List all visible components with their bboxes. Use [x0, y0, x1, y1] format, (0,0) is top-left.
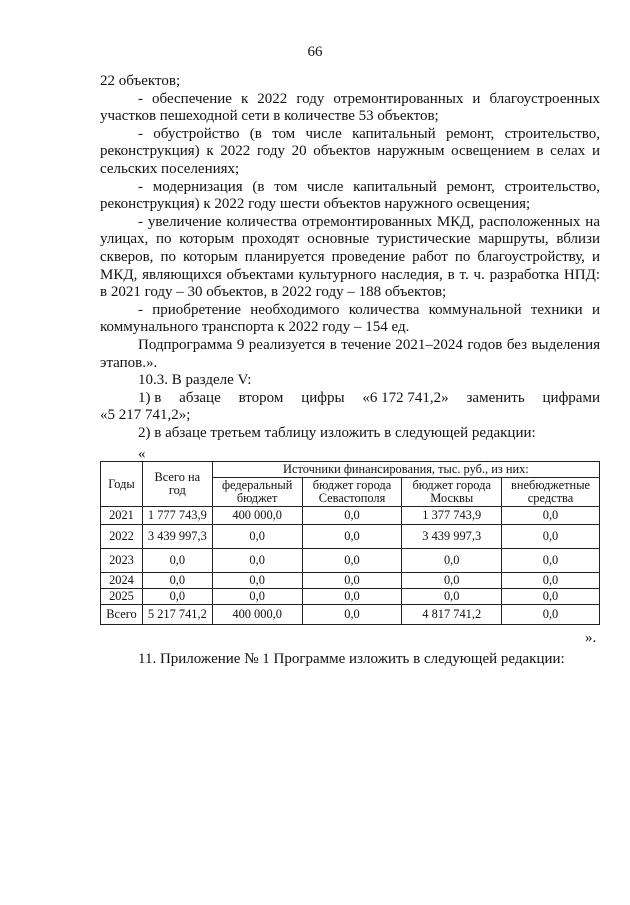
table-open-quote: «: [138, 446, 146, 462]
cell-sevastopol: 0,0: [302, 525, 402, 549]
paragraph: - приобретение необходимого количества коммунальной техники и коммунального транспорта к 2022 году – 154 ед.: [100, 301, 600, 336]
cell-year: 2023: [101, 549, 143, 573]
cell-total: 0,0: [142, 549, 212, 573]
cell-moscow: 0,0: [402, 589, 502, 605]
cell-year: Всего: [101, 605, 143, 625]
cell-sevastopol: 0,0: [302, 573, 402, 589]
item-1-line: [100, 390, 600, 408]
paragraph: 10.3. В разделе V:: [138, 372, 252, 389]
cell-federal: 0,0: [212, 589, 302, 605]
cell-year: 2022: [101, 525, 143, 549]
header-years: Годы: [101, 462, 143, 507]
paragraph: - модернизация (в том числе капитальный ремонт, строительство, реконструкция) к 2022 году шести объектов наружного освещения;: [100, 178, 600, 213]
cell-federal: 0,0: [212, 573, 302, 589]
table-row-total: [101, 605, 600, 625]
header-sevastopol: бюджет города Севастополя: [302, 478, 402, 507]
item-1-word: заменить: [466, 389, 525, 406]
item-1-word: цифрами: [542, 389, 600, 406]
header-moscow: бюджет города Москвы: [402, 478, 502, 507]
cell-federal: 0,0: [212, 549, 302, 573]
cell-moscow: 3 439 997,3: [402, 525, 502, 549]
item-1-word: цифры: [301, 389, 345, 406]
cell-federal: 0,0: [212, 525, 302, 549]
item-1-word: абзаце: [179, 389, 221, 406]
item-11: 11. Приложение № 1 Программе изложить в следующей редакции:: [138, 651, 565, 667]
cell-extrabudget: 0,0: [502, 549, 600, 573]
cell-year: 2024: [101, 573, 143, 589]
cell-extrabudget: 0,0: [502, 605, 600, 625]
financing-table: [100, 461, 600, 625]
table-row: [101, 589, 600, 605]
cell-sevastopol: 0,0: [302, 605, 402, 625]
cell-extrabudget: 0,0: [502, 573, 600, 589]
cell-total: 5 217 741,2: [142, 605, 212, 625]
cell-sevastopol: 0,0: [302, 549, 402, 573]
cell-moscow: 0,0: [402, 573, 502, 589]
cell-year: 2021: [101, 507, 143, 525]
cell-moscow: 4 817 741,2: [402, 605, 502, 625]
table-close-quote: ».: [585, 630, 597, 646]
header-total: Всего на год: [142, 462, 212, 507]
paragraph: - увеличение количества отремонтированных МКД, расположенных на улицах, по которым проходят основные туристические маршруты, вблизи скверов, по которым планируется проведение работ по благоустройству, и МКД, являющихся объектами культурного наследия, в т. ч. разработка НПД: в 2021 году – 30 объектов, в 2022 году – 188 объектов;: [100, 213, 600, 301]
item-1-word: «6 172 741,2»: [362, 389, 449, 406]
table-row: [101, 549, 600, 573]
table-row: [101, 573, 600, 589]
table-row: [101, 507, 600, 525]
item-2: 2) в абзаце третьем таблицу изложить в следующей редакции:: [138, 424, 536, 441]
item-1-line-2: «5 217 741,2»;: [100, 407, 191, 424]
cell-total: 0,0: [142, 589, 212, 605]
cell-federal: 400 000,0: [212, 507, 302, 525]
header-sources: Источники финансирования, тыс. руб., из них:: [212, 462, 599, 478]
cell-sevastopol: 0,0: [302, 507, 402, 525]
cell-sevastopol: 0,0: [302, 589, 402, 605]
cell-extrabudget: 0,0: [502, 525, 600, 549]
cell-year: 2025: [101, 589, 143, 605]
paragraph: 22 объектов;: [100, 73, 181, 89]
paragraph: - обустройство (в том числе капитальный ремонт, строительство, реконструкция) к 2022 году 20 объектов наружным освещением в селах и сельских поселениях;: [100, 125, 600, 177]
cell-extrabudget: 0,0: [502, 589, 600, 605]
body-text: [100, 73, 600, 442]
header-federal: федеральный бюджет: [212, 478, 302, 507]
cell-moscow: 0,0: [402, 549, 502, 573]
item-1-word: втором: [238, 389, 284, 406]
table-row: [101, 525, 600, 549]
cell-total: 0,0: [142, 573, 212, 589]
cell-federal: 400 000,0: [212, 605, 302, 625]
paragraph: - обеспечение к 2022 году отремонтированных и благоустроенных участков пешеходной сети в количестве 53 объектов;: [100, 90, 600, 125]
header-extrabudget: внебюджетные средства: [502, 478, 600, 507]
cell-total: 3 439 997,3: [142, 525, 212, 549]
cell-moscow: 1 377 743,9: [402, 507, 502, 525]
cell-total: 1 777 743,9: [142, 507, 212, 525]
paragraph: Подпрограмма 9 реализуется в течение 2021–2024 годов без выделения этапов.».: [100, 336, 600, 371]
page-number: 66: [307, 44, 323, 60]
cell-extrabudget: 0,0: [502, 507, 600, 525]
item-1-word: 1) в: [138, 389, 162, 406]
